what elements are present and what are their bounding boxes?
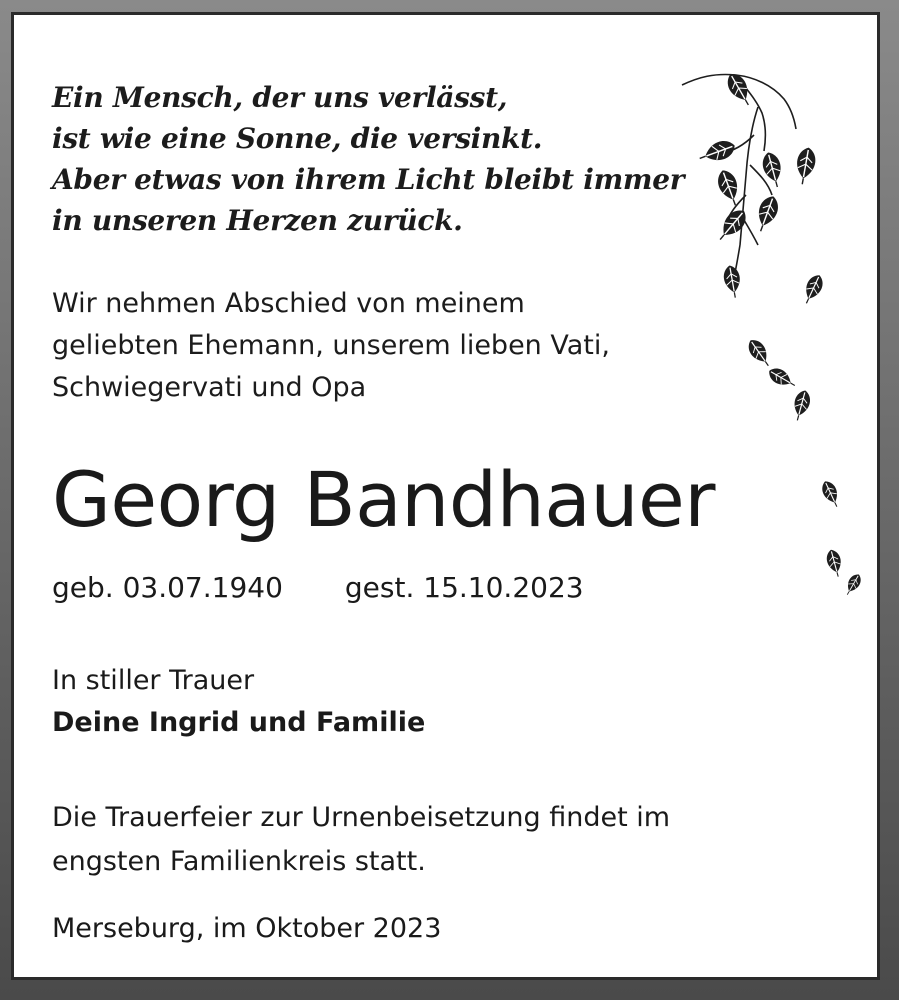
deceased-name: Georg Bandhauer (52, 455, 715, 544)
quote-line: Ein Mensch, der uns verlässt, (52, 81, 508, 114)
life-dates (52, 568, 584, 608)
intro-line: geliebten Ehemann, unserem lieben Vati, (52, 330, 610, 361)
mourners-block (52, 660, 425, 744)
service-line: engsten Familienkreis statt. (52, 846, 426, 877)
service-notice (52, 796, 670, 884)
place-and-date: Merseburg, im Oktober 2023 (52, 913, 442, 944)
farewell-intro (52, 283, 610, 409)
quote-line: Aber etwas von ihrem Licht bleibt immer (52, 163, 685, 196)
service-line: Die Trauerfeier zur Urnenbeisetzung findet im (52, 802, 671, 833)
intro-line: Wir nehmen Abschied von meinem (52, 288, 525, 319)
birch-leaves-branch-icon (654, 55, 874, 615)
quote-line: ist wie eine Sonne, die versinkt. (52, 122, 543, 155)
memorial-quote (52, 77, 684, 241)
quote-line: in unseren Herzen zurück. (52, 204, 463, 237)
obituary-card (11, 12, 880, 980)
mourners-signature: Deine Ingrid und Familie (52, 707, 426, 738)
death-date: gest. 15.10.2023 (344, 571, 584, 604)
intro-line: Schwiegervati und Opa (52, 372, 367, 403)
mourning-phrase: In stiller Trauer (52, 665, 255, 696)
birth-date: geb. 03.07.1940 (52, 571, 283, 604)
